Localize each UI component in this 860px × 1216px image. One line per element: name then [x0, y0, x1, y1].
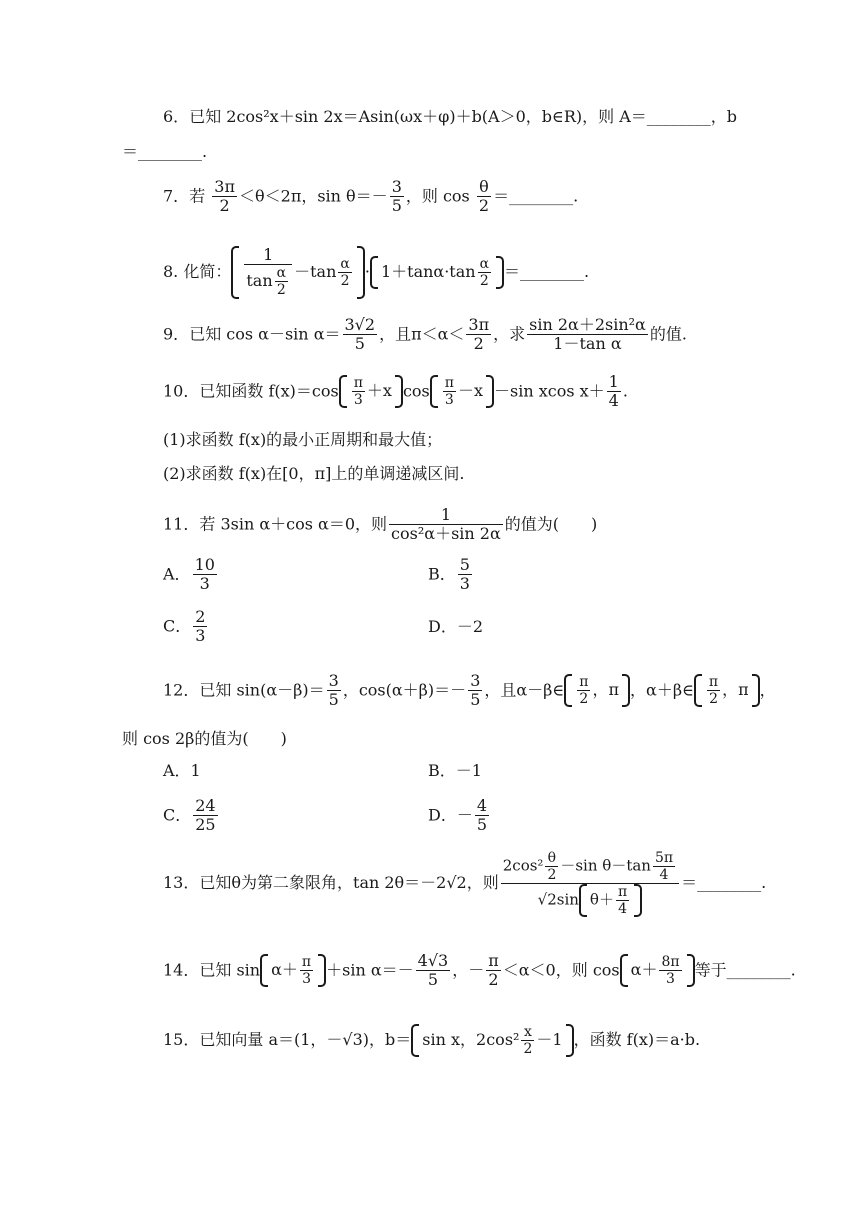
q12-number: 12． — [163, 680, 200, 700]
q10-sub-2-text: (2)求函数 f(x)在[0，π]上的单调递减区间. — [163, 464, 465, 483]
q15-text: 已知向量 a＝(1，－√3)，b＝ — [199, 1030, 412, 1050]
q12-text: ，cos(α＋β)＝－ — [342, 680, 467, 700]
q11-text: 若 3sin α＋cos α＝0，则 — [199, 514, 388, 534]
q9-number: 9． — [163, 324, 190, 344]
q13-text: ＝________. — [681, 873, 767, 893]
q12-option-d[interactable]: D．－ $\frac{4}{5}$ — [428, 796, 488, 835]
q7-text: ＜θ＜2π，sin θ＝－ — [239, 186, 388, 206]
q8-bracket-1: 1 tan $\frac{\alpha}{2}$ －tan $\frac{\alpha}{2}$ — [231, 246, 365, 299]
q9-frac-1: $\frac{3√2}{5}$ — [344, 315, 376, 354]
q8-bracket-2: 1＋tanα·tan $\frac{\alpha}{2}$ — [370, 256, 504, 289]
question-10: 10．已知函数 f(x)＝cos $\frac{\pi}{3}$ ＋x cos $\frac{\pi}{3}$ －x －sin xcos x＋ $\frac{1}{4}$ . — [163, 372, 628, 411]
q12-text: 已知 sin(α－β)＝ — [199, 680, 325, 700]
q12-text-cont: 则 cos 2β的值为( ) — [122, 729, 287, 748]
question-7 — [163, 178, 740, 218]
q7-frac-2: $\frac{3}{5}$ — [391, 177, 402, 216]
q11-frac: $\frac{1}{\text{cos²α＋sin 2α}}$ — [391, 505, 501, 544]
q14-text: ＋sin α＝－ — [326, 960, 414, 980]
question-6 — [163, 102, 740, 132]
q10-text: －sin xcos x＋ — [493, 381, 605, 401]
q10-text: 已知函数 f(x)＝cos — [199, 381, 339, 401]
question-14: 14．已知 sin α＋ $\frac{\pi}{3}$ ＋sin α＝－ $\frac{4√3}{5}$ ，－ $\frac{\pi}{2}$ ＜α＜0，则 cos α＋ $\frac{8\pi}{3}$ 等于________. — [163, 951, 796, 990]
q7-frac-1: $\frac{3\pi}{2}$ — [214, 177, 235, 216]
q8-text: ＝________. — [504, 261, 590, 281]
q11-text: 的值为( ) — [504, 514, 598, 534]
q10-bracket-2: $\frac{\pi}{3}$ －x — [430, 375, 494, 408]
q8-number: 8. 化简： — [163, 261, 232, 281]
q7-frac-3: $\frac{\theta}{2}$ — [478, 177, 490, 216]
q14-text: ＜α＜0，则 cos — [502, 960, 620, 980]
q7-text: ＝________. — [493, 186, 579, 206]
q12-text: ，α＋β∈ — [630, 680, 694, 700]
q14-number: 14． — [163, 960, 200, 980]
q15-number: 15． — [163, 1030, 200, 1050]
question-12-cont — [122, 724, 740, 754]
q14-frac-1: $\frac{4√3}{5}$ — [417, 951, 449, 990]
question-12: 12．已知 sin(α－β)＝ $\frac{3}{5}$ ，cos(α＋β)＝－ $\frac{3}{5}$ ，且α－β∈ $\frac{\pi}{2}$ ，π ，α＋β∈ $\frac{\pi}{2}$ ，π ， — [163, 671, 776, 710]
q10-frac: $\frac{1}{4}$ — [608, 372, 619, 411]
q15-text: ，函数 f(x)＝a·b. — [573, 1030, 701, 1050]
q6-text-cont: ＝________. — [122, 142, 208, 161]
q13-number: 13． — [163, 873, 200, 893]
q13-frac: 2cos² $\frac{\theta}{2}$ －sin θ－tan $\frac{5\pi}{4}$ √2sin θ＋ $\frac{\pi}{4}$ — [501, 850, 679, 917]
q12-option-a[interactable]: A．1 — [163, 761, 201, 780]
question-6-cont — [122, 137, 740, 167]
q9-text: ，求 — [493, 324, 526, 344]
q8-frac-a: 1 tan $\frac{\alpha}{2}$ — [244, 246, 292, 299]
q7-text: 若 — [189, 186, 206, 206]
q12-frac-2: $\frac{3}{5}$ — [470, 671, 481, 710]
q10-sub-1-text: (1)求函数 f(x)的最小正周期和最大值； — [163, 430, 443, 449]
q7-text: ，则 cos — [405, 186, 470, 206]
q15-vector-b: sin x，2cos² $\frac{x}{2}$ －1 — [411, 1024, 573, 1057]
question-11 — [163, 506, 740, 546]
q12-text: ，且α－β∈ — [484, 680, 565, 700]
q11-option-a[interactable]: A． $\frac{10}{3}$ — [163, 555, 215, 594]
q14-bracket-2: α＋ $\frac{8\pi}{3}$ — [620, 954, 695, 987]
q9-frac-3: $\frac{\text{sin 2α＋2sin²α}}{\text{1－tan α}}$ — [529, 315, 646, 354]
q6-text: 已知 2cos²x＋sin 2x＝Asin(ωx＋φ)＋b(A＞0，b∈R)，则 A＝________，b — [189, 107, 738, 126]
q11-number: 11． — [163, 514, 200, 534]
q10-bracket-1: $\frac{\pi}{3}$ ＋x — [339, 375, 403, 408]
q14-text: 等于________. — [694, 960, 796, 980]
q14-bracket-1: α＋ $\frac{\pi}{3}$ — [260, 954, 326, 987]
q7-number: 7． — [163, 186, 190, 206]
question-8: 8. 化简： 1 tan $\frac{\alpha}{2}$ －tan $\frac{\alpha}{2}$ · 1＋tanα·tan $\frac{\alpha}{2}$ ＝________. — [163, 245, 590, 299]
q11-option-d[interactable]: D．－2 — [428, 617, 484, 636]
q11-option-c[interactable]: C． $\frac{2}{3}$ — [163, 607, 206, 646]
question-10-sub-1 — [163, 425, 740, 455]
q14-frac-2: $\frac{\pi}{2}$ — [488, 951, 499, 990]
q12-interval-1: $\frac{\pi}{2}$ ，π — [564, 674, 630, 707]
question-10-sub-2 — [163, 459, 740, 489]
q9-text: 的值. — [649, 324, 687, 344]
q8-frac-b: $\frac{\alpha}{2}$ — [340, 255, 350, 289]
q9-text: 已知 cos α－sin α＝ — [189, 324, 341, 344]
q12-interval-2: $\frac{\pi}{2}$ ，π — [694, 674, 760, 707]
q11-option-b[interactable]: B． $\frac{5}{3}$ — [428, 555, 470, 594]
question-9 — [163, 316, 740, 356]
q12-option-b[interactable]: B．－1 — [428, 761, 482, 780]
q9-text: ，且π＜α＜ — [379, 324, 465, 344]
q10-number: 10． — [163, 381, 200, 401]
q14-text: 已知 sin — [199, 960, 261, 980]
question-13 — [163, 850, 767, 934]
q13-text: 已知θ为第二象限角，tan 2θ＝－2√2，则 — [199, 873, 499, 893]
q12-option-c[interactable]: C． $\frac{24}{25}$ — [163, 796, 216, 835]
q12-frac-1: $\frac{3}{5}$ — [328, 671, 339, 710]
q6-number: 6． — [163, 107, 190, 126]
q9-frac-2: $\frac{3\pi}{2}$ — [468, 315, 490, 354]
question-15 — [163, 1024, 740, 1070]
